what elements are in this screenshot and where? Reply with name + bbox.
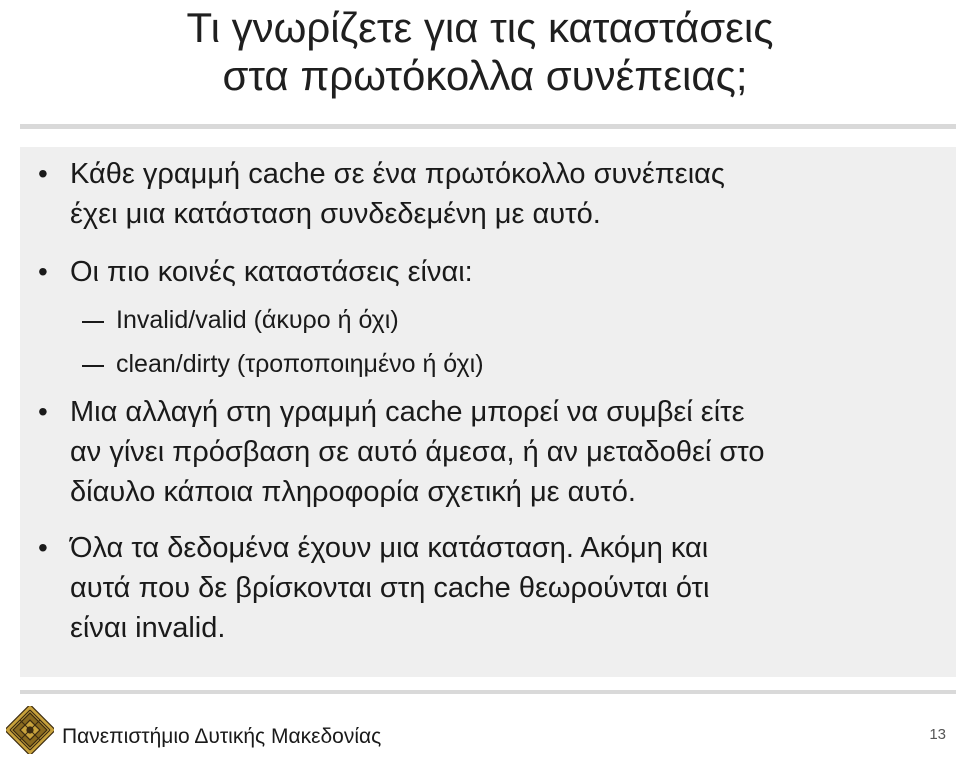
content-area [20, 147, 956, 677]
slide-title-line-1: Τι γνωρίζετε για τις καταστάσεις [186, 4, 774, 51]
logo-svg [6, 706, 54, 754]
bullet-line: αν γίνει πρόσβαση σε αυτό άμεσα, ή αν μεταδοθεί στο [70, 436, 765, 468]
bullet-line: δίαυλο κάποια πληροφορία σχετική με αυτό. [70, 476, 636, 508]
bullet-item [20, 154, 956, 234]
university-knot-logo-icon [6, 706, 54, 754]
bullet-item [20, 528, 956, 648]
university-name: Πανεπιστήμιο Δυτικής Μακεδονίας [62, 725, 382, 748]
bullet-line: Οι πιο κοινές καταστάσεις είναι: [70, 256, 473, 288]
sub-item-text: clean/dirty (τροποποιημένο ή όχι) [116, 350, 484, 378]
sub-item [20, 298, 956, 342]
page-number: 13 [929, 726, 946, 743]
slide-title [0, 4, 960, 100]
title-divider [20, 124, 956, 129]
sub-item-text: Invalid/valid (άκυρο ή όχι) [116, 306, 399, 334]
bullet-line: Όλα τα δεδομένα έχουν μια κατάσταση. Ακόμη και [70, 532, 709, 564]
bullet-list [20, 147, 956, 648]
bullet-line: είναι invalid. [70, 612, 226, 644]
slide-title-line-2: στα πρωτόκολλα συνέπειας; [222, 52, 748, 99]
footer-divider [20, 690, 956, 694]
bullet-line: αυτά που δε βρίσκονται στη cache θεωρούνται ότι [70, 572, 710, 604]
sub-item [20, 342, 956, 386]
bullet-line: Μια αλλαγή στη γραμμή cache μπορεί να συμβεί είτε [70, 396, 745, 428]
bullet-item [20, 392, 956, 512]
bullet-line: Κάθε γραμμή cache σε ένα πρωτόκολλο συνέπειας [70, 158, 725, 190]
bullet-line: έχει μια κατάσταση συνδεδεμένη με αυτό. [70, 198, 601, 230]
bullet-item [20, 252, 956, 292]
